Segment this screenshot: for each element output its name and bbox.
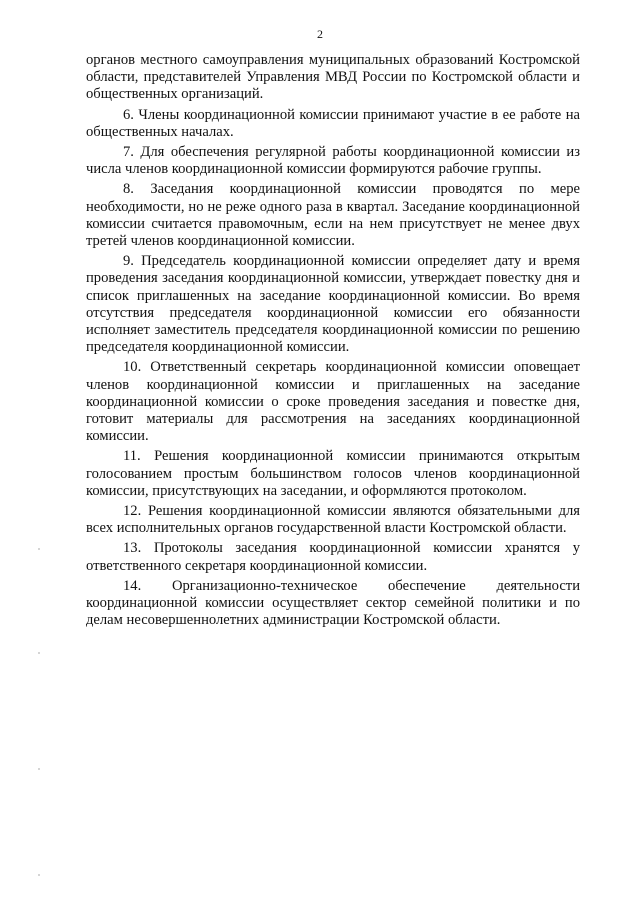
paragraph-11: 11. Решения координационной комиссии принимаются открытым голосованием простым большинством голосов членов координационной комиссии, присутствующих на заседании, и оформляются протоколом. — [86, 448, 580, 499]
paragraph-6: 6. Члены координационной комиссии принимают участие в ее работе на общественных началах. — [86, 106, 580, 140]
scan-speck — [38, 768, 40, 770]
page-number: 2 — [317, 27, 323, 41]
paragraph-10: 10. Ответственный секретарь координационной комиссии оповещает членов координационной комиссии и приглашенных на заседание координационной комиссии о сроке проведения заседания и повестке дня, готовит материалы для рассмотрения на заседаниях координационной комиссии. — [86, 359, 580, 445]
document-body — [86, 52, 580, 630]
scan-speck — [38, 874, 40, 876]
paragraph-13: 13. Протоколы заседания координационной комиссии хранятся у ответственного секретаря координационной комиссии. — [86, 540, 580, 574]
scan-speck — [38, 652, 40, 654]
paragraph-7: 7. Для обеспечения регулярной работы координационной комиссии из числа членов координационной комиссии формируются рабочие группы. — [86, 144, 580, 178]
paragraph-12: 12. Решения координационной комиссии являются обязательными для всех исполнительных органов государственной власти Костромской области. — [86, 503, 580, 537]
paragraph-8: 8. Заседания координационной комиссии проводятся по мере необходимости, но не реже одного раза в квартал. Заседание координационной комиссии считается правомочным, если на нем присутствует не менее двух третей членов координационной комиссии. — [86, 181, 580, 250]
scan-speck — [38, 548, 40, 550]
paragraph-14: 14. Организационно-техническое обеспечение деятельности координационной комиссии осуществляет сектор семейной политики и по делам несовершеннолетних администрации Костромской области. — [86, 577, 580, 629]
paragraph-continuation: органов местного самоуправления муниципальных образований Костромской области, представителей Управления МВД России по Костромской области и общественных организаций. — [86, 52, 580, 103]
paragraph-9: 9. Председатель координационной комиссии определяет дату и время проведения заседания координационной комиссии, утверждает повестку дня и список приглашенных на заседание координационной комиссии. Во время отсутствия председателя координационной комиссии его обязанности исполняет заместитель председателя координационной комиссии по решению председателя координационной комиссии. — [86, 253, 580, 356]
